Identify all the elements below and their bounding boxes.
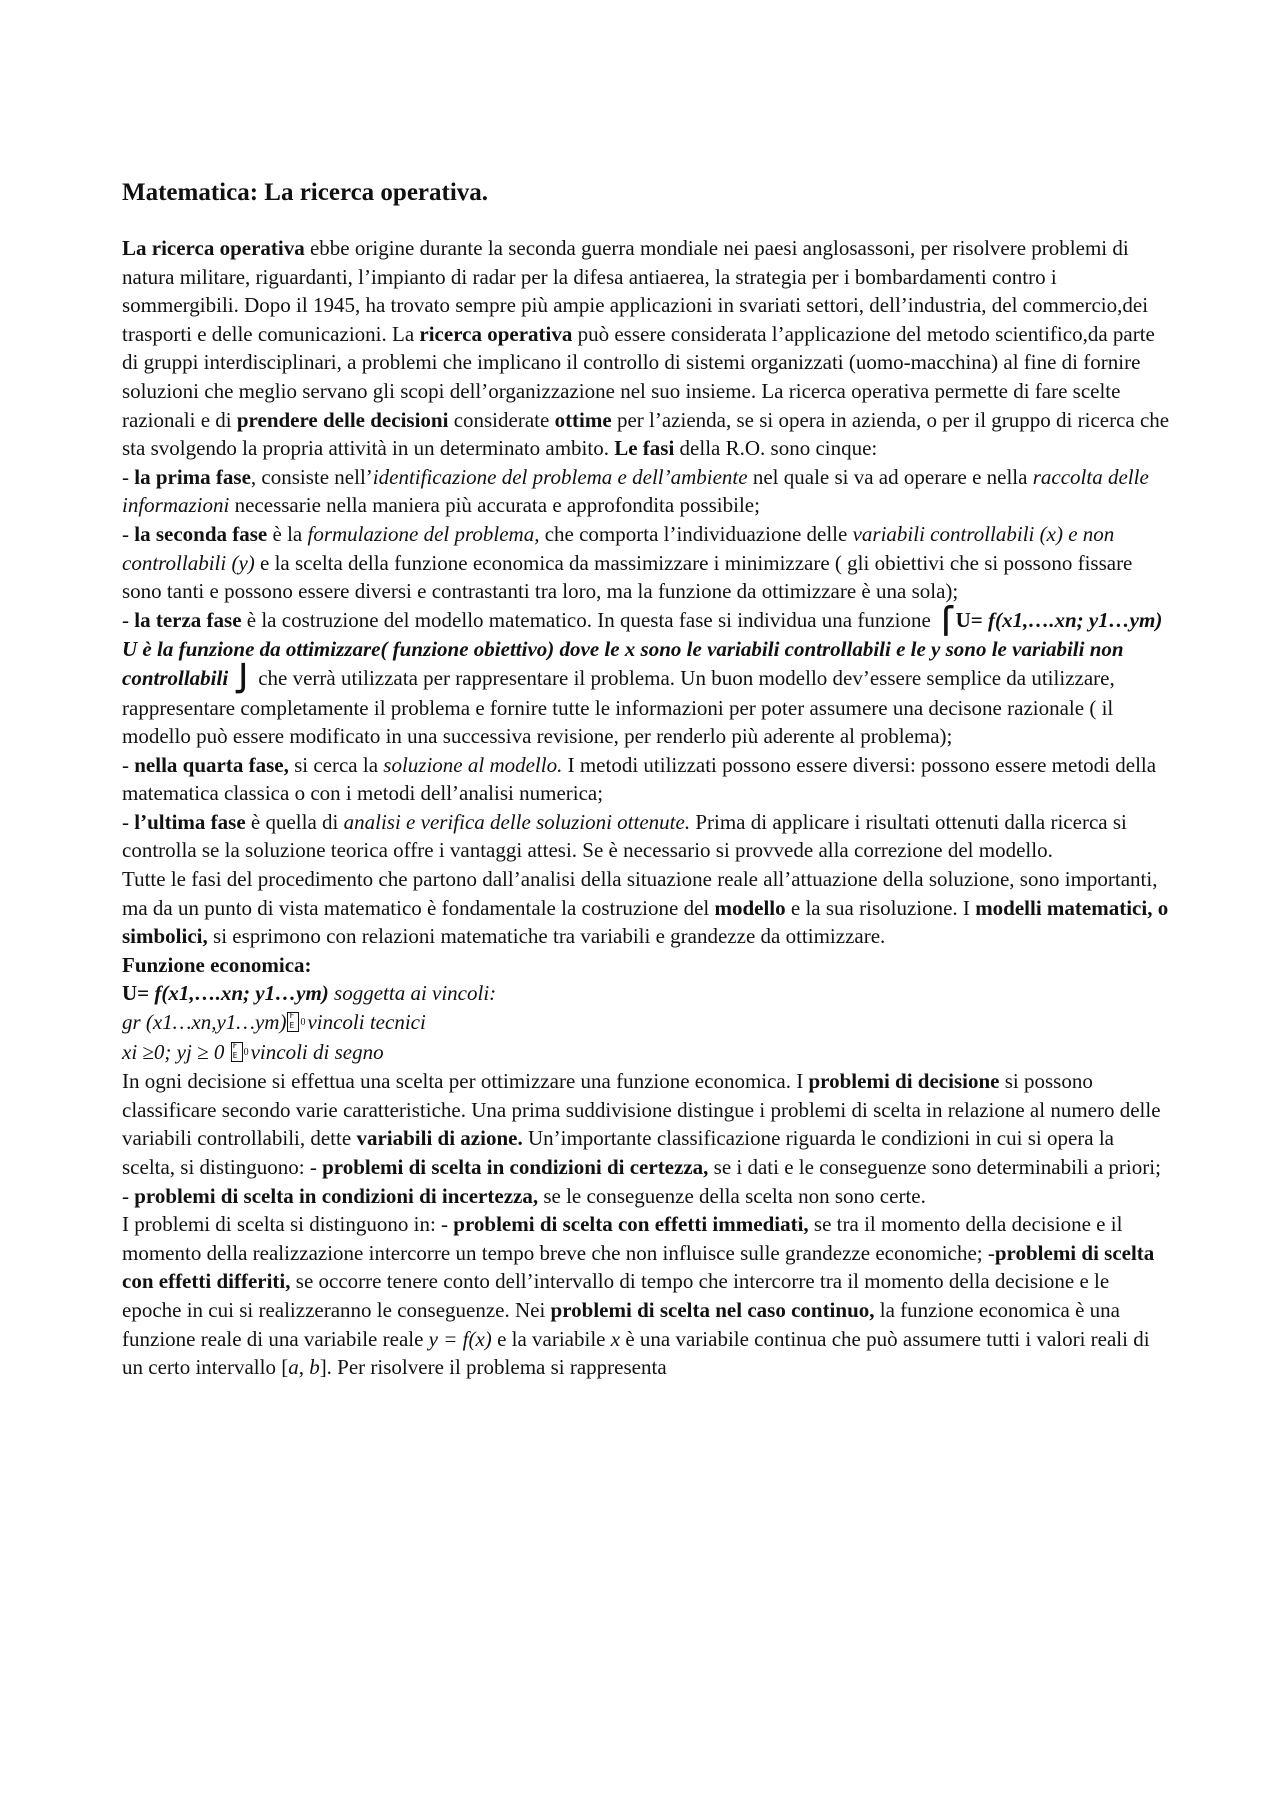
choice-problems-paragraph: I problemi di scelta si distinguono in: - problemi di scelta con effetti immediati, se tra il momento della decisione e il momento della realizzazione intercorre un tempo breve che non influisce sulle grandezze economiche; -problemi di scelta con effetti differiti, se occorre tenere conto dell’intervallo di tempo che intercorre tra il momento della decisione e le epoche in cui si realizzeranno le conseguenze. Nei problemi di scelta nel caso continuo, la funzione economica è una funzione reale di una variabile reale y = f(x) e la variabile x è una variabile continua che può assumere tutti i valori reali di un certo intervallo [a, b]. Per risolvere il problema si rappresenta bbox=[122, 1212, 1155, 1380]
bold-term: La ricerca operativa bbox=[122, 236, 305, 260]
bold-term: la seconda fase bbox=[134, 521, 268, 546]
bold-term: problemi di scelta in condizioni di incertezza, bbox=[134, 1183, 539, 1208]
phase-5-item: - l’ultima fase è quella di analisi e verifica delle soluzioni ottenute. Prima di applicare i risultati ottenuti dalla ricerca si controlla se la soluzione teorica offre i vantaggi attesi. Se è necessario si provvede alla correzione del modello. bbox=[122, 809, 1127, 863]
bold-term: Le fasi bbox=[614, 436, 675, 461]
italic-term: formulazione del problema, bbox=[307, 521, 540, 546]
bold-italic-formula: f(x1,….xn; y1…ym) U è la funzione da ottimizzare( funzione obiettivo) dove le x sono le variabili controllabili e le y sono le variabili non controllabili bbox=[122, 607, 1163, 690]
italic-term: a, b bbox=[288, 1355, 320, 1380]
bold-term: variabili di azione. bbox=[356, 1126, 523, 1151]
italic-term: y = f(x) bbox=[428, 1326, 492, 1351]
bold-term: prendere delle decisioni bbox=[236, 407, 449, 432]
italic-term: raccolta delle informazioni bbox=[122, 464, 1149, 518]
bold-term: la prima fase bbox=[134, 464, 251, 489]
phase-4-item: - nella quarta fase, si cerca la soluzione al modello. I metodi utilizzati possono essere diversi: possono essere metodi della matematica classica o con i metodi dell’analisi numerica; bbox=[122, 752, 1157, 806]
bold-term: modelli matematici, o simbolici, bbox=[122, 895, 1169, 949]
italic-term: x bbox=[610, 1326, 621, 1351]
bold-term: problemi di scelta con effetti immediati, bbox=[453, 1212, 809, 1237]
italic-term: variabili controllabili (x) e non controllabili (y) bbox=[122, 521, 1115, 575]
bold-term: problemi di scelta in condizioni di certezza, bbox=[322, 1155, 709, 1179]
bold-term: problemi di scelta nel caso continuo, bbox=[550, 1297, 875, 1322]
brace-close-symbol: ⎭ bbox=[233, 663, 253, 693]
phase-1-item: - la prima fase, consiste nell’identificazione del problema e dell’ambiente nel quale si va ad operare e nella raccolta delle informazioni necessarie nella maniera più accurata e approfondita possibile; bbox=[122, 464, 1149, 518]
economic-function-formula: U= f(x1,….xn; y1…ym) soggetta ai vincoli: bbox=[122, 981, 497, 1006]
italic-term: identificazione del problema e dell’ambiente bbox=[372, 464, 748, 489]
missing-glyph-icon bbox=[231, 1042, 243, 1062]
bold-term: ricerca operativa bbox=[419, 321, 573, 346]
phase-3-item: - la terza fase è la costruzione del modello matematico. In questa fase si individua una funzione ⎧U= f(x1,….xn; y1…ym) U è la funzione da ottimizzare( funzione obiettivo) dove le x sono le variabili controllabili e le y sono le variabili non controllabili ⎭ che verrà utilizzata per rappresentare il problema. Un buon modello dev’essere semplice da utilizzare, rappresentare completamente il problema e fornire tutte le informazioni per poter assumere una decisone razionale ( il modello può essere modificato in una successiva revisione, per renderlo più aderente al problema); bbox=[122, 605, 1163, 749]
italic-term: soluzione al modello. bbox=[383, 752, 563, 777]
bold-term: nella quarta fase, bbox=[134, 752, 289, 777]
sign-constraints-line: xi ≥0; yj ≥ 0 F E0vincoli di segno bbox=[122, 1038, 1172, 1068]
bold-term: ottime bbox=[554, 407, 612, 432]
bold-term: modello bbox=[714, 895, 786, 920]
missing-glyph-icon bbox=[287, 1012, 299, 1032]
bold-term: l’ultima fase bbox=[134, 809, 246, 834]
italic-term: analisi e verifica delle soluzioni ottenute. bbox=[343, 809, 691, 834]
bold-term: la terza fase bbox=[134, 607, 242, 632]
document-title: Matematica: La ricerca operativa. bbox=[122, 179, 489, 206]
intro-paragraph: La ricerca operativa ebbe origine durante la seconda guerra mondiale nei paesi anglosassoni, per risolvere problemi di natura militare, riguardanti, l’impianto di radar per la difesa antiaerea, la strategia per i bombardamenti contro i sommergibili. Dopo il 1945, ha trovato sempre più ampie applicazioni in svariati settori, dell’industria, del commercio,dei trasporti e delle comunicazioni. La ricerca operativa può essere considerata l’applicazione del metodo scientifico,da parte di gruppi interdisciplinari, a problemi che implicano il controllo di sistemi organizzati (uomo-macchina) al fine di fornire soluzioni che meglio servano gli scopi dell’organizzazione nel suo insieme. La ricerca operativa permette di fare scelte razionali e di prendere delle decisioni considerate ottime per l’azienda, se si opera in azienda, o per il gruppo di ricerca che sta svolgendo la propria attività in un determinato ambito. Le fasi della R.O. sono cinque: bbox=[122, 236, 1170, 461]
bold-term: problemi di scelta con effetti differiti, bbox=[122, 1240, 1155, 1294]
models-paragraph: Tutte le fasi del procedimento che partono dall’analisi della situazione reale all’attuazione della soluzione, sono importanti, ma da un punto di vista matematico è fondamentale la costruzione del modello e la sua risoluzione. I modelli matematici, o simbolici, si esprimono con relazioni matematiche tra variabili e grandezze da ottimizzare. bbox=[122, 867, 1169, 949]
decision-problems-paragraph: In ogni decisione si effettua una scelta per ottimizzare una funzione economica. I problemi di decisione si possono classificare secondo varie caratteristiche. Una prima suddivisione distingue i problemi di scelta in relazione al numero delle variabili controllabili, dette variabili di azione. Un’importante classificazione riguarda le condizioni in cui si opera la scelta, si distinguono: - problemi di scelta in condizioni di certezza, se i dati e le conseguenze sono determinabili a priori; - problemi di scelta in condizioni di incertezza, se le conseguenze della scelta non sono certe. bbox=[122, 1069, 1161, 1208]
brace-open-symbol: ⎧ bbox=[936, 605, 956, 635]
phase-2-item: - la seconda fase è la formulazione del problema, che comporta l’individuazione delle variabili controllabili (x) e non controllabili (y) e la scelta della funzione economica da massimizzare i minimizzare ( gli obiettivi che si possono fissare sono tanti e possono essere diversi e contrastanti tra loro, ma la funzione da ottimizzare è una sola); bbox=[122, 521, 1133, 604]
bold-term: U= bbox=[955, 607, 988, 632]
bold-term: problemi di decisione bbox=[808, 1069, 1000, 1094]
document-page bbox=[122, 178, 1172, 1382]
economic-function-heading: Funzione economica: bbox=[122, 952, 312, 977]
technical-constraints-line: gr (x1…xn,y1…ym)F E 0vincoli tecnici bbox=[122, 1008, 1172, 1038]
